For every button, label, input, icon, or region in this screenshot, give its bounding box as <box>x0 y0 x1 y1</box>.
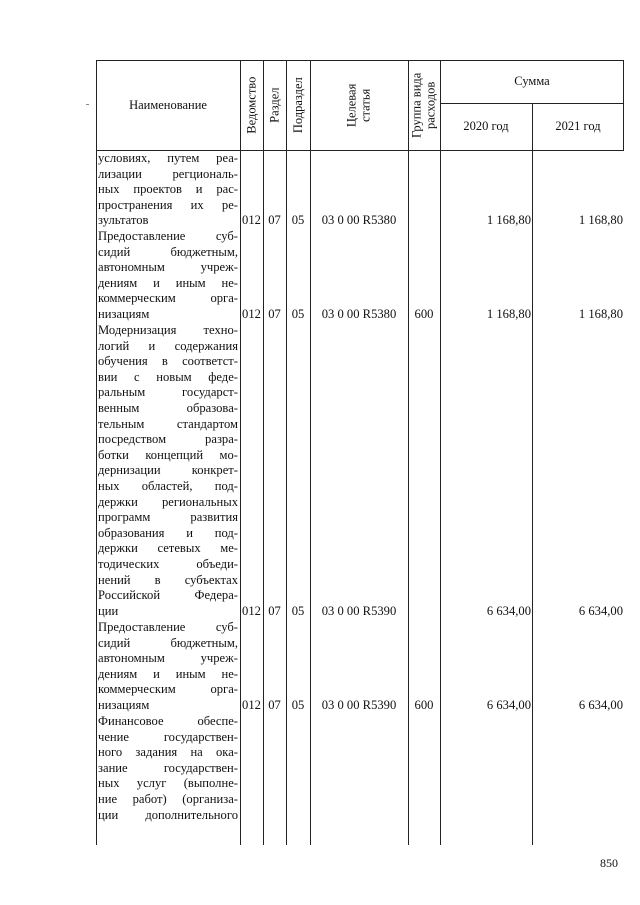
row-2-line: нений в субъектах <box>98 572 238 587</box>
header-name-text: Наименование <box>129 97 207 112</box>
row-3-sum-2020: 6 634,00 <box>486 698 531 712</box>
header-celevaya-line1: Целевая <box>344 83 359 127</box>
row-0-line: зультатов <box>98 213 149 228</box>
row-2-line: дернизации конкрет- <box>98 463 238 478</box>
header-gruppa-line1: Группа вида <box>409 72 424 138</box>
row-2-line: образования и под- <box>98 525 238 540</box>
col-line-4 <box>310 60 311 845</box>
header-podrazdel-text: Подраздел <box>290 77 305 133</box>
header-vedomstvo <box>240 60 263 150</box>
header-celevaya <box>310 60 408 150</box>
row-3-line: Предоставление суб- <box>98 620 238 634</box>
row-1-gruppa: 600 <box>414 307 434 321</box>
header-celevaya-text <box>345 83 374 126</box>
budget-table <box>96 60 624 845</box>
row-0-celevaya: 03 0 00 R5380 <box>321 213 397 227</box>
row-0-razdel: 07 <box>268 213 281 227</box>
row-2-line: ботки концепций мо- <box>98 447 238 462</box>
row-3-podrazdel: 05 <box>291 698 305 712</box>
row-2-line: ных областей, под- <box>98 478 238 493</box>
row-3-vedomstvo: 012 <box>242 698 261 712</box>
margin-mark <box>86 104 89 105</box>
col-line-2 <box>263 60 264 845</box>
row-2-sum-2020: 6 634,00 <box>486 604 531 618</box>
row-2-line: тодических объеди- <box>98 556 238 571</box>
row-2-line: держки сетевых ме- <box>98 541 238 556</box>
row-1-line: низациям <box>98 306 150 321</box>
row-1-name <box>98 229 238 323</box>
row-4-line: ного задания на ока- <box>98 745 238 760</box>
row-0-line: условиях, путем реа- <box>98 151 238 165</box>
row-3-line: коммерческим орга- <box>98 682 238 697</box>
header-podrazdel <box>286 60 310 150</box>
header-year-2021-text: 2021 год <box>555 119 601 134</box>
row-2-line: тельным стандартом <box>98 416 238 431</box>
row-2-line: ральным государст- <box>98 385 238 400</box>
row-0-sum-2020: 1 168,80 <box>486 213 531 227</box>
row-2-celevaya: 03 0 00 R5390 <box>321 604 397 618</box>
row-3-gruppa: 600 <box>414 698 434 712</box>
row-1-line: коммерческим орга- <box>98 291 238 306</box>
row-2-name <box>98 323 238 619</box>
header-gruppa-text <box>410 72 439 137</box>
col-line-6 <box>440 60 441 845</box>
header-year-2020-text: 2020 год <box>463 119 509 134</box>
row-2-line: Модернизация техно- <box>98 323 238 337</box>
row-1-line: сидий бюджетным, <box>98 244 238 259</box>
row-1-line: Предоставление суб- <box>98 229 238 243</box>
row-0-podrazdel: 05 <box>291 213 305 227</box>
row-3-razdel: 07 <box>268 698 281 712</box>
header-summa <box>440 60 624 103</box>
row-0-name <box>98 151 238 229</box>
col-line-3 <box>286 60 287 845</box>
row-3-line: низациям <box>98 697 150 712</box>
row-3-line: автономным учреж- <box>98 651 238 666</box>
row-0-line: ных проектов и рас- <box>98 182 238 197</box>
row-1-line: дениям и иным не- <box>98 275 238 290</box>
row-2-line: обучения в соответст- <box>98 354 238 369</box>
header-summa-text: Сумма <box>514 74 550 89</box>
row-2-line: венным образова- <box>98 400 238 415</box>
row-4-name <box>98 714 238 823</box>
row-2-line: держки региональных <box>98 494 238 509</box>
row-3-sum-2021: 6 634,00 <box>578 698 623 712</box>
row-0-line: лизации регциональ- <box>98 166 238 181</box>
row-2-vedomstvo: 012 <box>242 604 261 618</box>
header-year-2020 <box>440 103 532 150</box>
row-0-vedomstvo: 012 <box>242 213 261 227</box>
row-2-line: ции <box>98 603 119 618</box>
row-1-podrazdel: 05 <box>291 307 305 321</box>
row-2-line: логий и содержания <box>98 338 238 353</box>
row-2-razdel: 07 <box>268 604 281 618</box>
row-2-line: Российской Федера- <box>98 588 238 603</box>
header-year-2021 <box>532 103 624 150</box>
col-line-1 <box>240 60 241 845</box>
row-3-line: дениям и иным не- <box>98 666 238 681</box>
row-4-line: ции дополнительного <box>98 807 238 822</box>
row-2-line: программ развития <box>98 510 238 525</box>
row-4-line: зание государствен- <box>98 760 238 775</box>
row-2-podrazdel: 05 <box>291 604 305 618</box>
row-2-line: вии с новым феде- <box>98 369 238 384</box>
col-line-0 <box>96 60 97 845</box>
row-4-line: чение государствен- <box>98 729 238 744</box>
row-4-line: ние работ) (организа- <box>98 791 238 806</box>
header-razdel <box>263 60 286 150</box>
row-1-vedomstvo: 012 <box>242 307 261 321</box>
header-gruppa-line2: расходов <box>424 81 439 129</box>
header-vedomstvo-text: Ведомство <box>244 76 259 134</box>
header-name <box>96 60 240 150</box>
header-razdel-text: Раздел <box>267 87 282 123</box>
row-4-line: ных услуг (выполне- <box>98 776 238 791</box>
header-celevaya-line2: статья <box>359 88 373 122</box>
header-gruppa <box>408 60 440 150</box>
page-number: 850 <box>600 856 618 870</box>
row-0-line: пространения их ре- <box>98 197 238 212</box>
row-2-line: посредством разра- <box>98 432 238 447</box>
row-4-line: Финансовое обеспе- <box>98 714 238 728</box>
row-1-line: автономным учреж- <box>98 260 238 275</box>
row-3-name <box>98 620 238 714</box>
row-3-line: сидий бюджетным, <box>98 635 238 650</box>
row-1-sum-2021: 1 168,80 <box>578 307 623 321</box>
row-1-sum-2020: 1 168,80 <box>486 307 531 321</box>
col-line-5 <box>408 60 409 845</box>
row-1-razdel: 07 <box>268 307 281 321</box>
row-1-celevaya: 03 0 00 R5380 <box>321 307 397 321</box>
row-0-sum-2021: 1 168,80 <box>578 213 623 227</box>
row-3-celevaya: 03 0 00 R5390 <box>321 698 397 712</box>
row-2-sum-2021: 6 634,00 <box>578 604 623 618</box>
